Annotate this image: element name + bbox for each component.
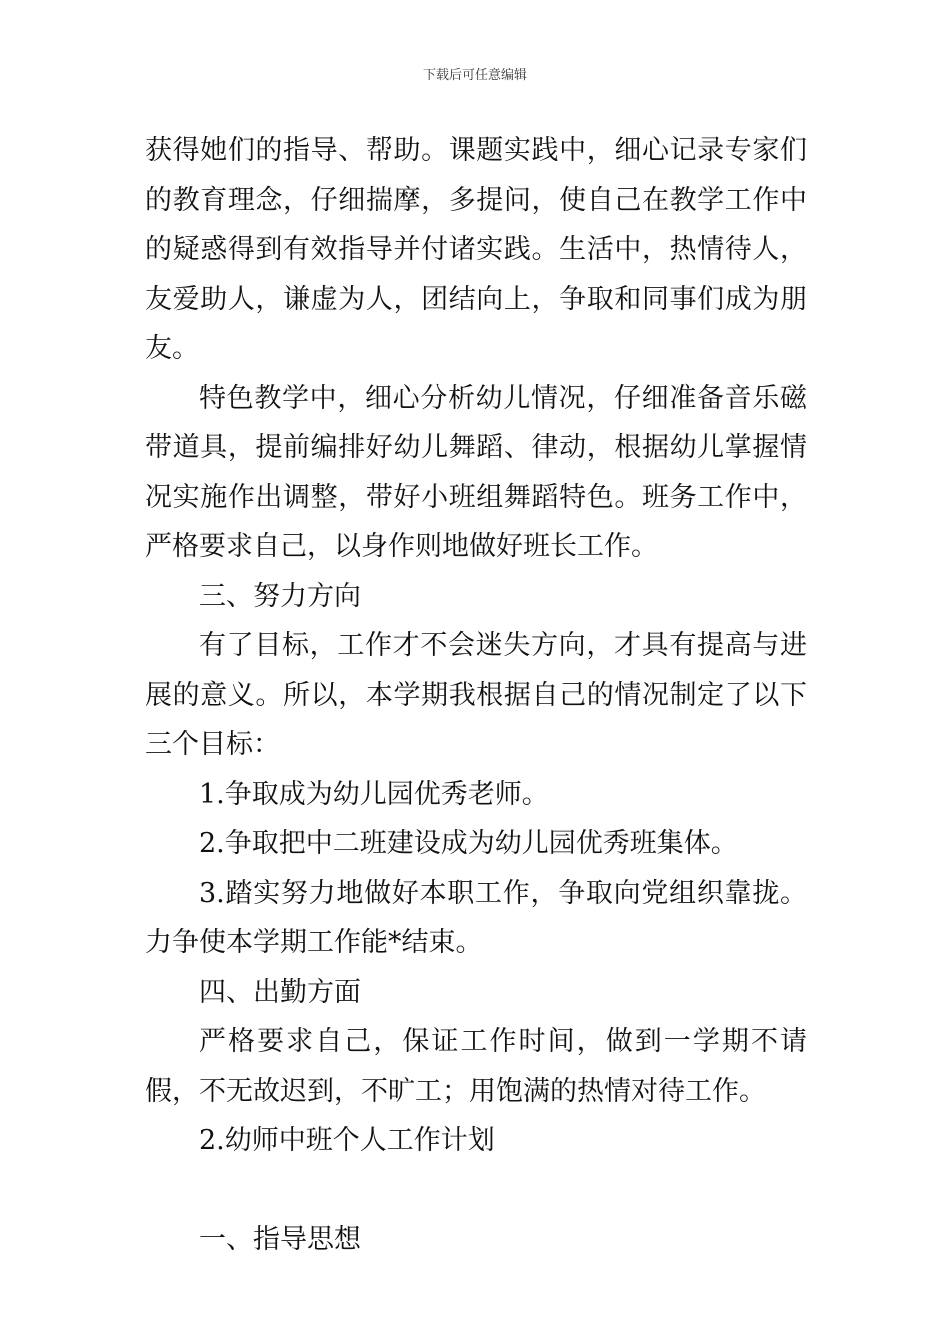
blank-gap	[145, 1166, 807, 1216]
section-heading-1: 一、指导思想	[199, 1224, 361, 1255]
goal-item-2: 2.争取把中二班建设成为幼儿园优秀班集体。	[199, 828, 738, 859]
paragraph-2: 特色教学中，细心分析幼儿情况，仔细准备音乐磁带道具，提前编排好幼儿舞蹈、律动，根据幼儿掌握情况实施作出调整，带好小班组舞蹈特色。班务工作中，严格要求自己，以身作则地做好班长工作。	[145, 382, 807, 562]
goal-item-3: 3.踏实努力地做好本职工作，争取向党组织靠拢。力争使本学期工作能*结束。	[145, 877, 807, 958]
section-heading-4: 四、出勤方面	[199, 976, 361, 1008]
section-heading-3: 三、努力方向	[199, 580, 361, 612]
document-body	[145, 126, 807, 1265]
paragraph-goals-intro: 有了目标，工作才不会迷失方向，才具有提高与进展的意义。所以，本学期我根据自己的情况制定了以下三个目标：	[145, 630, 807, 760]
document-title-2: 2.幼师中班个人工作计划	[199, 1125, 495, 1156]
page-header: 下载后可任意编辑	[422, 68, 527, 83]
paragraph-1: 获得她们的指导、帮助。课题实践中，细心记录专家们的教育理念，仔细揣摩，多提问，使自己在教学工作中的疑惑得到有效指导并付诸实践。生活中，热情待人，友爱助人，谦虚为人，团结向上，争取和同事们成为朋友。	[145, 135, 807, 364]
paragraph-attendance: 严格要求自己，保证工作时间，做到一学期不请假，不无故迟到，不旷工；用饱满的热情对待工作。	[145, 1026, 807, 1107]
goal-item-1: 1.争取成为幼儿园优秀老师。	[199, 778, 549, 810]
